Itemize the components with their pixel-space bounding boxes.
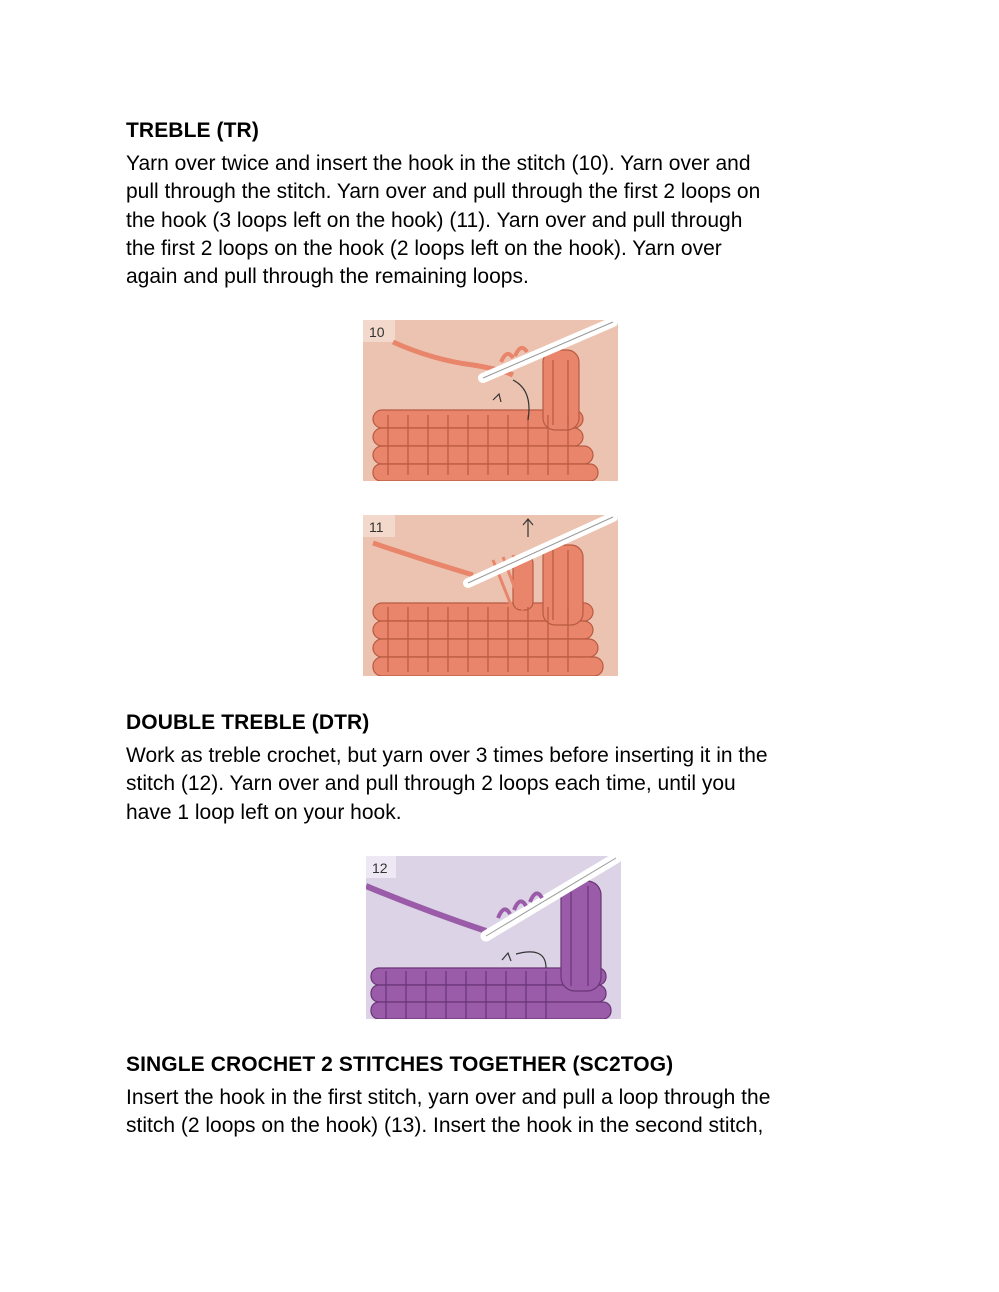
figure-12-double-treble: [366, 856, 621, 1019]
section-heading-double-treble: DOUBLE TREBLE (DTR): [126, 711, 370, 734]
figure-label: 10: [369, 324, 385, 340]
section-body-sc2tog: Insert the hook in the first stitch, yarn over and pull a loop through the stitch (2 loops on the hook) (13). Insert the hook in the second stitch,: [126, 1086, 771, 1138]
section-heading-sc2tog: SINGLE CROCHET 2 STITCHES TOGETHER (SC2TOG): [126, 1053, 674, 1076]
section-body-treble: Yarn over twice and insert the hook in the stitch (10). Yarn over and pull through the stitch. Yarn over and pull through the first 2 loops on the hook (3 loops left on the hook) (11). Yarn over and pull through the first 2 loops on the hook (2 loops left on the hook). Yarn over again and pull through the remaining loops.: [126, 152, 761, 289]
section-body-double-treble: Work as treble crochet, but yarn over 3 times before inserting it in the stitch (12). Yarn over and pull through 2 loops each time, until you have 1 loop left on your hook.: [126, 744, 768, 824]
figure-10-treble-insert: [363, 320, 618, 481]
figure-label: 12: [372, 860, 388, 876]
figure-11-treble-pull-through: [363, 515, 618, 676]
figure-label: 11: [369, 519, 384, 535]
section-heading-treble: TREBLE (TR): [126, 119, 259, 142]
